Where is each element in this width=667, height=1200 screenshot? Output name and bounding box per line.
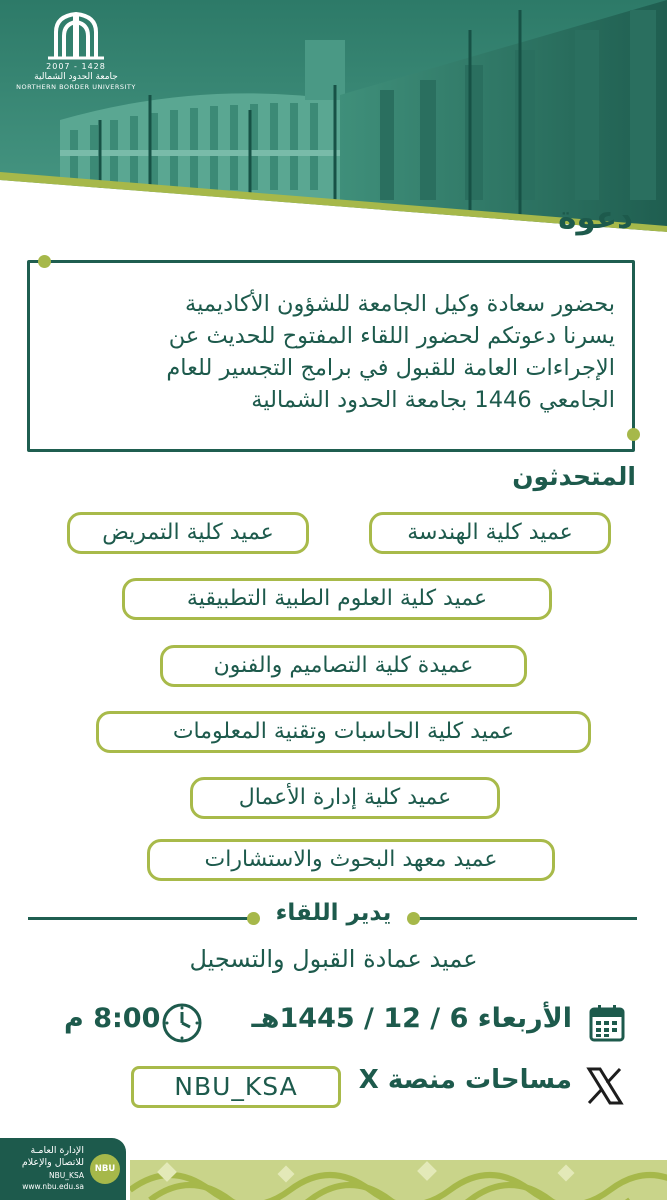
moderator-name: عميد عمادة القبول والتسجيل (189, 945, 478, 973)
university-logo (16, 12, 136, 104)
footer-media-badge (0, 1138, 126, 1200)
event-date: الأربعاء 6 / 12 / 1445هـ (251, 1003, 572, 1034)
speaker-pill: عميد كلية التمريض (67, 512, 309, 554)
invitation-text (57, 288, 615, 416)
invitation-box (27, 260, 635, 452)
footer-social-handle[interactable]: NBU_KSA (49, 1171, 84, 1180)
event-time: 8:00 م (64, 1003, 161, 1034)
invitation-title: دعوة (558, 200, 633, 236)
decor-dot-bottom (627, 428, 640, 441)
speaker-pill: عميدة كلية التصاميم والفنون (160, 645, 527, 687)
moderator-title: يدير اللقاء (275, 900, 392, 926)
invitation-line: بحضور سعادة وكيل الجامعة للشؤون الأكاديمية (185, 291, 615, 317)
platform-label: مساحات منصة X (358, 1065, 572, 1095)
x-handle-link[interactable]: NBU_KSA (131, 1066, 341, 1108)
invitation-line: الإجراءات العامة للقبول في برامج التجسير للعام (166, 355, 615, 381)
speaker-pill: عميد كلية إدارة الأعمال (190, 777, 500, 819)
header-banner (0, 0, 667, 232)
logo-name-english: NORTHERN BORDER UNIVERSITY (16, 83, 136, 91)
decor-dot-top (38, 255, 51, 268)
calendar-icon (589, 1004, 625, 1042)
speaker-pill: عميد معهد البحوث والاستشارات (147, 839, 555, 881)
invitation-line: يسرنا دعوتكم لحضور اللقاء المفتوح للحديث عن (168, 323, 615, 349)
footer-pattern (130, 1160, 667, 1200)
logo-years: 2007 - 1428 (46, 62, 106, 71)
nbu-badge: NBU (90, 1154, 120, 1184)
speaker-pill: عميد كلية الهندسة (369, 512, 611, 554)
clock-icon (161, 1002, 203, 1044)
speaker-pill: عميد كلية العلوم الطبية التطبيقية (122, 578, 552, 620)
speakers-title: المتحدثون (512, 462, 636, 491)
x-logo-icon (585, 1066, 625, 1106)
footer-dept-line1: الإدارة العامـة (30, 1145, 84, 1156)
footer-dept-line2: للاتصال والإعلام (21, 1157, 84, 1168)
university-emblem-icon (46, 12, 106, 60)
speaker-pill: عميد كلية الحاسبات وتقنية المعلومات (96, 711, 591, 753)
footer-website[interactable]: www.nbu.edu.sa (22, 1182, 84, 1191)
invitation-line: الجامعي 1446 بجامعة الحدود الشمالية (251, 387, 615, 413)
logo-name-arabic: جامعة الحدود الشمالية (34, 72, 118, 82)
